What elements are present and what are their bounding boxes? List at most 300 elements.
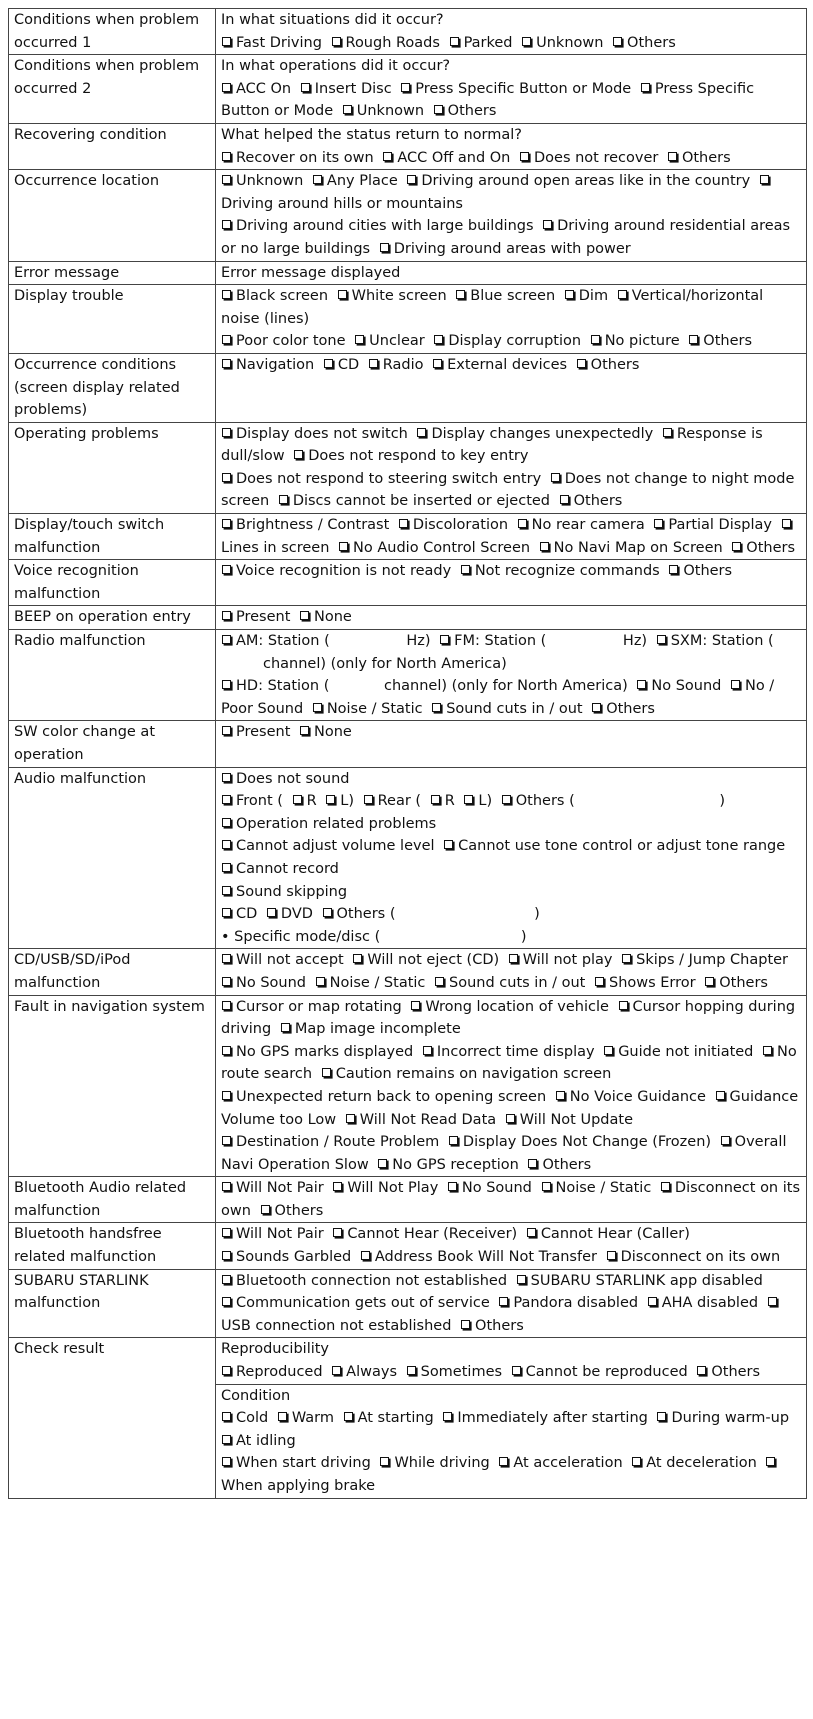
content-line [221, 1131, 802, 1176]
checkbox-icon[interactable] [383, 152, 392, 161]
checkbox-icon[interactable] [657, 635, 666, 644]
checkbox-option[interactable] [696, 1364, 760, 1380]
checkbox-icon[interactable] [313, 703, 322, 712]
checkbox-option[interactable] [539, 540, 723, 556]
checkbox-icon[interactable] [293, 795, 302, 804]
checkbox-icon[interactable] [222, 519, 231, 528]
checkbox-icon[interactable] [464, 795, 473, 804]
checkbox-option[interactable] [221, 563, 451, 579]
checkbox-icon[interactable] [518, 519, 527, 528]
checkbox-option[interactable] [508, 952, 613, 968]
checkbox-icon[interactable] [509, 954, 518, 963]
checkbox-icon[interactable] [323, 908, 332, 917]
checkbox-option[interactable] [400, 81, 631, 97]
checkbox-icon[interactable] [560, 495, 569, 504]
checkbox-option[interactable] [447, 1180, 532, 1196]
checkbox-icon[interactable] [444, 840, 453, 849]
checkbox-icon[interactable] [763, 1046, 772, 1055]
checkbox-option[interactable] [221, 633, 330, 649]
checkbox-icon[interactable] [380, 1457, 389, 1466]
checkbox-icon[interactable] [300, 611, 309, 620]
checkbox-option[interactable] [338, 540, 530, 556]
checkbox-option[interactable] [460, 1318, 524, 1334]
checkbox-option[interactable] [299, 724, 352, 740]
checkbox-icon[interactable] [222, 680, 231, 689]
checkbox-icon[interactable] [632, 1457, 641, 1466]
checkbox-icon[interactable] [506, 1114, 515, 1123]
checkbox-icon[interactable] [721, 1136, 730, 1145]
checkbox-icon[interactable] [222, 359, 231, 368]
table-row [9, 1223, 807, 1269]
checkbox-icon[interactable] [222, 635, 231, 644]
checkbox-option[interactable] [606, 1249, 781, 1265]
checkbox-icon[interactable] [222, 840, 231, 849]
checkbox-option[interactable] [463, 793, 492, 809]
checkbox-icon[interactable] [527, 1228, 536, 1237]
checkbox-option[interactable] [363, 793, 421, 809]
table-row [9, 1177, 807, 1223]
checkbox-icon[interactable] [281, 1023, 290, 1032]
checkbox-option[interactable] [590, 333, 680, 349]
checkbox-icon[interactable] [222, 1182, 231, 1191]
checkbox-icon[interactable] [278, 1412, 287, 1421]
checkbox-option[interactable] [519, 150, 658, 166]
checkbox-option[interactable] [656, 633, 774, 649]
checkbox-option[interactable] [416, 426, 653, 442]
checkbox-icon[interactable] [267, 908, 276, 917]
checkbox-icon[interactable] [661, 1182, 670, 1191]
checkbox-icon[interactable] [222, 1412, 231, 1421]
checkbox-icon[interactable] [450, 37, 459, 46]
checkbox-option[interactable] [332, 1180, 438, 1196]
checkbox-icon[interactable] [326, 795, 335, 804]
checkbox-option[interactable] [343, 1410, 434, 1426]
checkbox-option[interactable] [221, 999, 402, 1015]
checkbox-option[interactable] [331, 1364, 397, 1380]
checkbox-icon[interactable] [732, 542, 741, 551]
checkbox-icon[interactable] [449, 1136, 458, 1145]
checkbox-icon[interactable] [499, 1457, 508, 1466]
diagnosis-check-sheet [8, 8, 807, 1499]
checkbox-option[interactable] [455, 288, 555, 304]
checkbox-option[interactable] [221, 1249, 351, 1265]
checkbox-icon[interactable] [433, 359, 442, 368]
checkbox-icon[interactable] [697, 1366, 706, 1375]
checkbox-icon[interactable] [222, 1136, 231, 1145]
checkbox-icon[interactable] [540, 542, 549, 551]
option-label: Others [681, 149, 731, 166]
checkbox-icon[interactable] [448, 1182, 457, 1191]
checkbox-option[interactable] [439, 633, 546, 649]
checkbox-icon[interactable] [461, 1320, 470, 1329]
checkbox-icon[interactable] [222, 908, 231, 917]
checkbox-option[interactable] [360, 1249, 597, 1265]
checkbox-option[interactable] [221, 218, 534, 234]
checkbox-option[interactable] [266, 906, 313, 922]
option-label: Fast Driving [236, 34, 322, 51]
checkbox-icon[interactable] [669, 565, 678, 574]
checkbox-option[interactable] [221, 426, 408, 442]
checkbox-icon[interactable] [380, 243, 389, 252]
checkbox-icon[interactable] [431, 795, 440, 804]
checkbox-option[interactable] [342, 103, 424, 119]
checkbox-icon[interactable] [399, 519, 408, 528]
checkbox-icon[interactable] [222, 886, 231, 895]
checkbox-option[interactable] [521, 35, 603, 51]
checkbox-option[interactable] [431, 701, 582, 717]
checkbox-option[interactable] [382, 150, 510, 166]
option-label: Others [627, 34, 676, 51]
checkbox-option[interactable] [368, 357, 424, 373]
checkbox-option[interactable] [422, 1044, 595, 1060]
checkbox-option[interactable] [221, 609, 290, 625]
checkbox-icon[interactable] [556, 1091, 565, 1100]
checkbox-icon[interactable] [731, 680, 740, 689]
checkbox-icon[interactable] [512, 1366, 521, 1375]
checkbox-option[interactable] [221, 150, 374, 166]
checkbox-icon[interactable] [222, 290, 231, 299]
checkbox-option[interactable] [511, 1364, 688, 1380]
checkbox-option[interactable] [410, 999, 609, 1015]
checkbox-option[interactable] [406, 1364, 502, 1380]
checkbox-option[interactable] [332, 1226, 517, 1242]
checkbox-icon[interactable] [551, 473, 560, 482]
checkbox-icon[interactable] [637, 680, 646, 689]
checkbox-icon[interactable] [604, 1046, 613, 1055]
checkbox-option[interactable] [430, 793, 455, 809]
checkbox-option[interactable] [432, 357, 567, 373]
checkbox-option[interactable] [312, 173, 398, 189]
checkbox-option[interactable] [221, 1455, 371, 1471]
checkbox-icon[interactable] [595, 977, 604, 986]
checkbox-icon[interactable] [222, 1457, 231, 1466]
checkbox-icon[interactable] [378, 1159, 387, 1168]
checkbox-icon[interactable] [343, 105, 352, 114]
checkbox-option[interactable] [221, 1273, 507, 1289]
checkbox-icon[interactable] [300, 726, 309, 735]
checkbox-icon[interactable] [543, 220, 552, 229]
checkbox-icon[interactable] [261, 1205, 270, 1214]
checkbox-icon[interactable] [339, 542, 348, 551]
checkbox-icon[interactable] [440, 635, 449, 644]
checkbox-option[interactable] [323, 357, 359, 373]
checkbox-option[interactable] [704, 975, 768, 991]
checkbox-icon[interactable] [461, 565, 470, 574]
checkbox-icon[interactable] [333, 1182, 342, 1191]
checkbox-icon[interactable] [222, 795, 231, 804]
checkbox-icon[interactable] [222, 1046, 231, 1055]
checkbox-option[interactable] [221, 1295, 490, 1311]
checkbox-option[interactable] [221, 288, 328, 304]
checkbox-icon[interactable] [222, 726, 231, 735]
checkbox-option[interactable] [354, 333, 425, 349]
checkbox-option[interactable] [541, 1180, 652, 1196]
checkbox-option[interactable] [379, 241, 631, 257]
checkbox-option[interactable] [221, 884, 347, 900]
checkbox-option[interactable] [221, 771, 350, 787]
checkbox-icon[interactable] [517, 1275, 526, 1284]
checkbox-option[interactable] [501, 793, 575, 809]
checkbox-icon[interactable] [222, 1297, 231, 1306]
checkbox-option[interactable] [448, 1134, 711, 1150]
checkbox-option[interactable] [221, 1134, 439, 1150]
checkbox-option[interactable] [449, 35, 513, 51]
checkbox-icon[interactable] [622, 954, 631, 963]
option-label: Will Not Read Data [359, 1111, 497, 1128]
checkbox-option[interactable] [406, 173, 750, 189]
checkbox-icon[interactable] [338, 290, 347, 299]
checkbox-option[interactable] [647, 1295, 758, 1311]
checkbox-icon[interactable] [654, 519, 663, 528]
checkbox-icon[interactable] [417, 428, 426, 437]
checkbox-icon[interactable] [222, 1275, 231, 1284]
checkbox-option[interactable] [656, 1410, 789, 1426]
checkbox-icon[interactable] [716, 1091, 725, 1100]
checkbox-icon[interactable] [222, 1251, 231, 1260]
checkbox-option[interactable] [221, 333, 346, 349]
checkbox-option[interactable] [277, 1410, 334, 1426]
checkbox-option[interactable] [221, 1364, 323, 1380]
checkbox-icon[interactable] [353, 954, 362, 963]
checkbox-icon[interactable] [592, 703, 601, 712]
checkbox-option[interactable] [398, 517, 508, 533]
checkbox-icon[interactable] [222, 977, 231, 986]
checkbox-option[interactable] [653, 517, 772, 533]
checkbox-icon[interactable] [407, 1366, 416, 1375]
checkbox-option[interactable] [667, 150, 731, 166]
checkbox-option[interactable] [221, 1410, 268, 1426]
checkbox-icon[interactable] [222, 83, 231, 92]
prompt-text: Error message displayed [221, 264, 401, 281]
checkbox-option[interactable] [576, 357, 640, 373]
checkbox-option[interactable] [221, 793, 283, 809]
checkbox-option[interactable] [352, 952, 499, 968]
checkbox-option[interactable] [668, 563, 732, 579]
checkbox-icon[interactable] [222, 473, 231, 482]
checkbox-option[interactable] [221, 1433, 296, 1449]
checkbox-icon[interactable] [333, 1228, 342, 1237]
checkbox-icon[interactable] [222, 565, 231, 574]
checkbox-icon[interactable] [434, 335, 443, 344]
checkbox-option[interactable] [612, 35, 676, 51]
checkbox-icon[interactable] [435, 977, 444, 986]
checkbox-icon[interactable] [618, 290, 627, 299]
checkbox-option[interactable] [278, 493, 550, 509]
checkbox-icon[interactable] [222, 220, 231, 229]
checkbox-icon[interactable] [346, 1114, 355, 1123]
checkbox-option[interactable] [331, 35, 440, 51]
checkbox-option[interactable] [300, 81, 392, 97]
checkbox-icon[interactable] [768, 1297, 777, 1306]
checkbox-icon[interactable] [607, 1251, 616, 1260]
checkbox-icon[interactable] [456, 290, 465, 299]
checkbox-icon[interactable] [668, 152, 677, 161]
checkbox-icon[interactable] [522, 37, 531, 46]
checkbox-option[interactable] [433, 333, 581, 349]
checkbox-icon[interactable] [222, 1228, 231, 1237]
content-line [221, 262, 802, 285]
checkbox-option[interactable] [221, 35, 322, 51]
checkbox-option[interactable] [516, 1273, 763, 1289]
checkbox-option[interactable] [337, 288, 447, 304]
checkbox-icon[interactable] [528, 1159, 537, 1168]
checkbox-icon[interactable] [641, 83, 650, 92]
checkbox-option[interactable] [221, 173, 303, 189]
option-label: Will not accept [236, 952, 344, 969]
option-label: Cannot record [236, 860, 339, 877]
checkbox-icon[interactable] [613, 37, 622, 46]
content-line [221, 354, 802, 377]
checkbox-option[interactable] [517, 517, 645, 533]
checkbox-icon[interactable] [689, 335, 698, 344]
checkbox-option[interactable] [498, 1295, 638, 1311]
checkbox-icon[interactable] [301, 83, 310, 92]
checkbox-option[interactable] [221, 357, 314, 373]
checkbox-icon[interactable] [222, 954, 231, 963]
checkbox-option[interactable] [221, 1180, 324, 1196]
checkbox-icon[interactable] [499, 1297, 508, 1306]
checkbox-icon[interactable] [324, 359, 333, 368]
checkbox-icon[interactable] [705, 977, 714, 986]
checkbox-option[interactable] [292, 793, 317, 809]
checkbox-option[interactable] [591, 701, 655, 717]
checkbox-icon[interactable] [443, 1412, 452, 1421]
checkbox-icon[interactable] [222, 428, 231, 437]
checkbox-option[interactable] [527, 1157, 591, 1173]
checkbox-option[interactable] [594, 975, 696, 991]
checkbox-icon[interactable] [355, 335, 364, 344]
checkbox-option[interactable] [731, 540, 795, 556]
option-label: ) [719, 793, 726, 810]
checkbox-option[interactable] [564, 288, 608, 304]
option-label: Sometimes [420, 1364, 503, 1381]
checkbox-icon[interactable] [279, 495, 288, 504]
checkbox-icon[interactable] [401, 83, 410, 92]
checkbox-option[interactable] [221, 952, 344, 968]
checkbox-icon[interactable] [369, 359, 378, 368]
checkbox-icon[interactable] [222, 335, 231, 344]
checkbox-icon[interactable] [407, 175, 416, 184]
checkbox-option[interactable] [433, 103, 497, 119]
checkbox-icon[interactable] [222, 773, 231, 782]
checkbox-option[interactable] [260, 1203, 324, 1219]
checkbox-option[interactable] [221, 678, 329, 694]
checkbox-icon[interactable] [294, 450, 303, 459]
checkbox-icon[interactable] [663, 428, 672, 437]
checkbox-option[interactable] [345, 1112, 496, 1128]
option-label: External devices [447, 356, 568, 373]
checkbox-option[interactable] [299, 609, 352, 625]
checkbox-option[interactable] [559, 493, 623, 509]
checkbox-option[interactable] [526, 1226, 690, 1242]
checkbox-icon[interactable] [222, 1001, 231, 1010]
checkbox-icon[interactable] [222, 1435, 231, 1444]
checkbox-option[interactable] [322, 906, 396, 922]
checkbox-icon[interactable] [222, 1366, 231, 1375]
checkbox-icon[interactable] [222, 152, 231, 161]
checkbox-option[interactable] [603, 1044, 753, 1060]
checkbox-icon[interactable] [502, 795, 511, 804]
checkbox-option[interactable] [221, 816, 436, 832]
checkbox-icon[interactable] [434, 105, 443, 114]
checkbox-icon[interactable] [222, 175, 231, 184]
checkbox-option[interactable] [498, 1455, 622, 1471]
checkbox-option[interactable] [221, 471, 541, 487]
checkbox-option[interactable] [636, 678, 721, 694]
checkbox-option[interactable] [555, 1089, 706, 1105]
checkbox-icon[interactable] [760, 175, 769, 184]
checkbox-icon[interactable] [322, 1068, 331, 1077]
checkbox-option[interactable] [505, 1112, 633, 1128]
option-label: Unclear [369, 333, 425, 350]
checkbox-option[interactable] [379, 1455, 489, 1471]
content-line [221, 721, 802, 744]
checkbox-option[interactable] [325, 793, 354, 809]
checkbox-icon[interactable] [344, 1412, 353, 1421]
checkbox-option[interactable] [221, 81, 291, 97]
checkbox-icon[interactable] [577, 359, 586, 368]
checkbox-option[interactable] [221, 1044, 413, 1060]
checkbox-icon[interactable] [313, 175, 322, 184]
checkbox-icon[interactable] [411, 1001, 420, 1010]
checkbox-option[interactable] [221, 1089, 546, 1105]
checkbox-icon[interactable] [361, 1251, 370, 1260]
checkbox-icon[interactable] [432, 703, 441, 712]
checkbox-icon[interactable] [222, 818, 231, 827]
checkbox-icon[interactable] [316, 977, 325, 986]
checkbox-icon[interactable] [619, 1001, 628, 1010]
checkbox-option[interactable] [221, 861, 339, 877]
checkbox-option[interactable] [221, 1226, 324, 1242]
checkbox-icon[interactable] [222, 1091, 231, 1100]
checkbox-icon[interactable] [332, 1366, 341, 1375]
checkbox-option[interactable] [221, 838, 435, 854]
checkbox-option[interactable] [321, 1066, 612, 1082]
checkbox-icon[interactable] [332, 37, 341, 46]
option-label: Brightness / Contrast [236, 517, 390, 534]
checkbox-option[interactable] [377, 1157, 519, 1173]
checkbox-option[interactable] [315, 975, 426, 991]
checkbox-option[interactable] [631, 1455, 757, 1471]
checkbox-icon[interactable] [222, 611, 231, 620]
checkbox-option[interactable] [293, 448, 528, 464]
checkbox-icon[interactable] [591, 335, 600, 344]
checkbox-icon[interactable] [423, 1046, 432, 1055]
checkbox-icon[interactable] [222, 863, 231, 872]
checkbox-option[interactable] [434, 975, 585, 991]
checkbox-icon[interactable] [542, 1182, 551, 1191]
checkbox-option[interactable] [221, 975, 306, 991]
checkbox-icon[interactable] [520, 152, 529, 161]
checkbox-option[interactable] [221, 724, 290, 740]
checkbox-icon[interactable] [364, 795, 373, 804]
checkbox-option[interactable] [442, 1410, 648, 1426]
checkbox-icon[interactable] [782, 519, 791, 528]
checkbox-icon[interactable] [565, 290, 574, 299]
checkbox-option[interactable] [460, 563, 660, 579]
checkbox-icon[interactable] [766, 1457, 775, 1466]
checkbox-icon[interactable] [648, 1297, 657, 1306]
checkbox-icon[interactable] [657, 1412, 666, 1421]
checkbox-option[interactable] [621, 952, 788, 968]
checkbox-option[interactable] [280, 1021, 461, 1037]
checkbox-option[interactable] [443, 838, 785, 854]
checkbox-icon[interactable] [222, 37, 231, 46]
checkbox-option[interactable] [312, 701, 423, 717]
checkbox-option[interactable] [688, 333, 752, 349]
checkbox-option[interactable] [221, 517, 389, 533]
checkbox-option[interactable] [221, 906, 257, 922]
